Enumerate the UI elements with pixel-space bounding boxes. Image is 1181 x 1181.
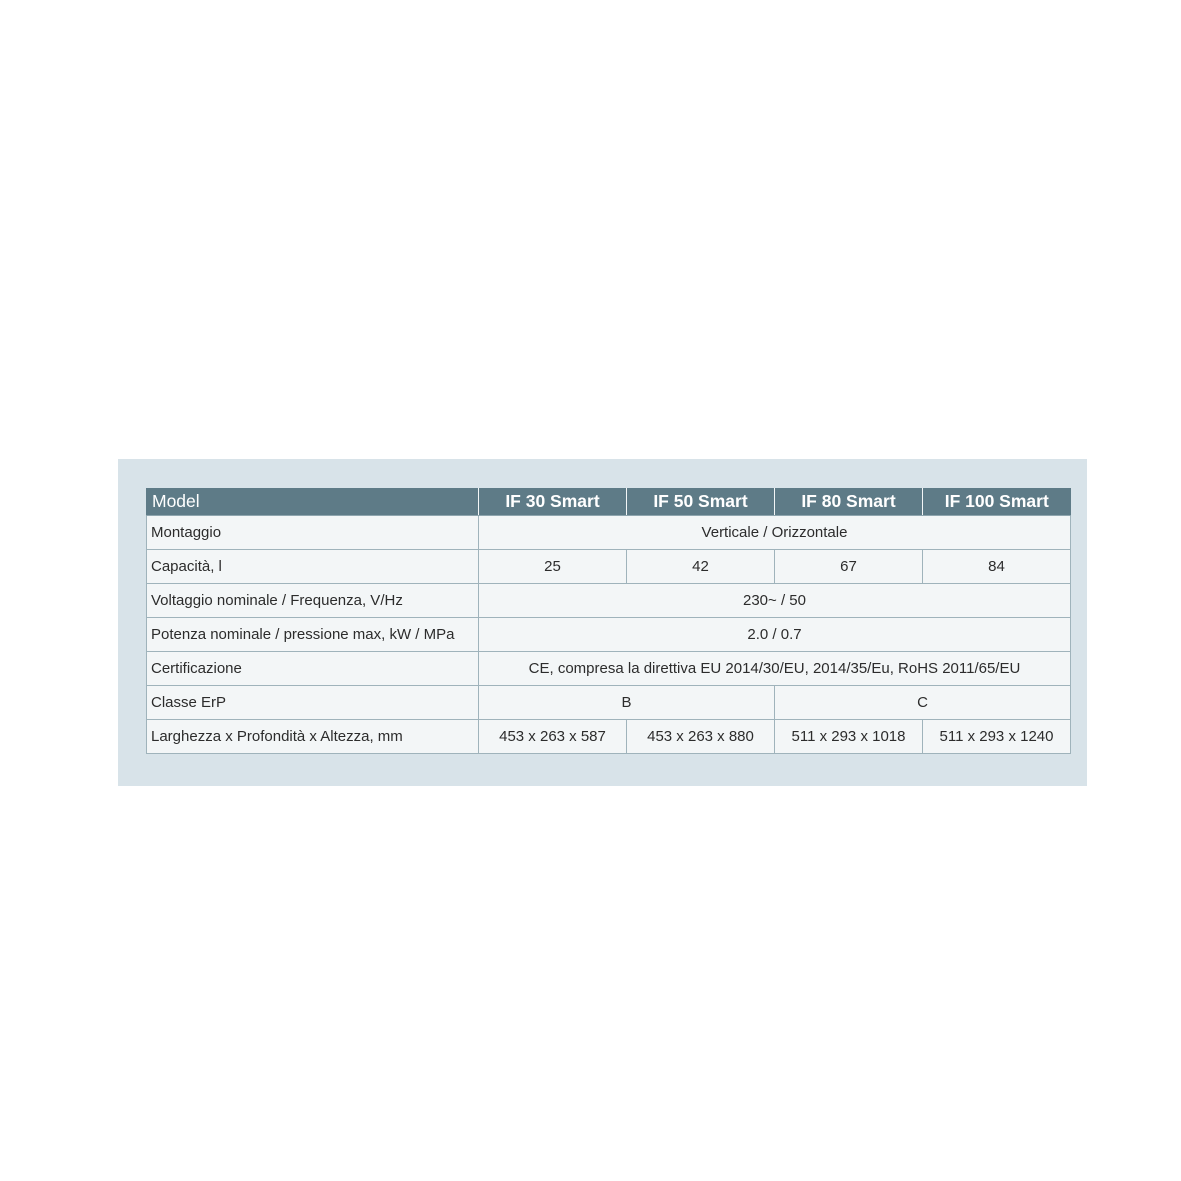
row-value: Verticale / Orizzontale [479, 516, 1071, 550]
row-label: Montaggio [147, 516, 479, 550]
header-row [147, 488, 1071, 516]
table-row-dimensioni [147, 720, 1071, 754]
header-model-if80: IF 80 Smart [775, 488, 923, 516]
row-label: Potenza nominale / pressione max, kW / MPa [147, 618, 479, 652]
row-value: 453 x 263 x 880 [627, 720, 775, 754]
row-label: Certificazione [147, 652, 479, 686]
row-value: 84 [923, 550, 1071, 584]
spec-table [146, 488, 1071, 754]
row-value: 67 [775, 550, 923, 584]
row-value: 230~ / 50 [479, 584, 1071, 618]
row-label: Voltaggio nominale / Frequenza, V/Hz [147, 584, 479, 618]
row-label: Classe ErP [147, 686, 479, 720]
row-value: 42 [627, 550, 775, 584]
table-row-voltaggio [147, 584, 1071, 618]
row-value: 2.0 / 0.7 [479, 618, 1071, 652]
row-value: 453 x 263 x 587 [479, 720, 627, 754]
row-value: C [775, 686, 1071, 720]
table-row-classe-erp [147, 686, 1071, 720]
table-row-montaggio [147, 516, 1071, 550]
row-label: Capacità, l [147, 550, 479, 584]
header-model-if30: IF 30 Smart [479, 488, 627, 516]
row-value: 511 x 293 x 1018 [775, 720, 923, 754]
header-model-if100: IF 100 Smart [923, 488, 1071, 516]
row-label: Larghezza x Profondità x Altezza, mm [147, 720, 479, 754]
row-value: B [479, 686, 775, 720]
table-row-capacita [147, 550, 1071, 584]
table-row-potenza [147, 618, 1071, 652]
header-model-label: Model [147, 488, 479, 516]
table-row-certificazione [147, 652, 1071, 686]
header-model-if50: IF 50 Smart [627, 488, 775, 516]
row-value: CE, compresa la direttiva EU 2014/30/EU, 2014/35/Eu, RoHS 2011/65/EU [479, 652, 1071, 686]
row-value: 25 [479, 550, 627, 584]
row-value: 511 x 293 x 1240 [923, 720, 1071, 754]
spec-panel [118, 459, 1087, 786]
